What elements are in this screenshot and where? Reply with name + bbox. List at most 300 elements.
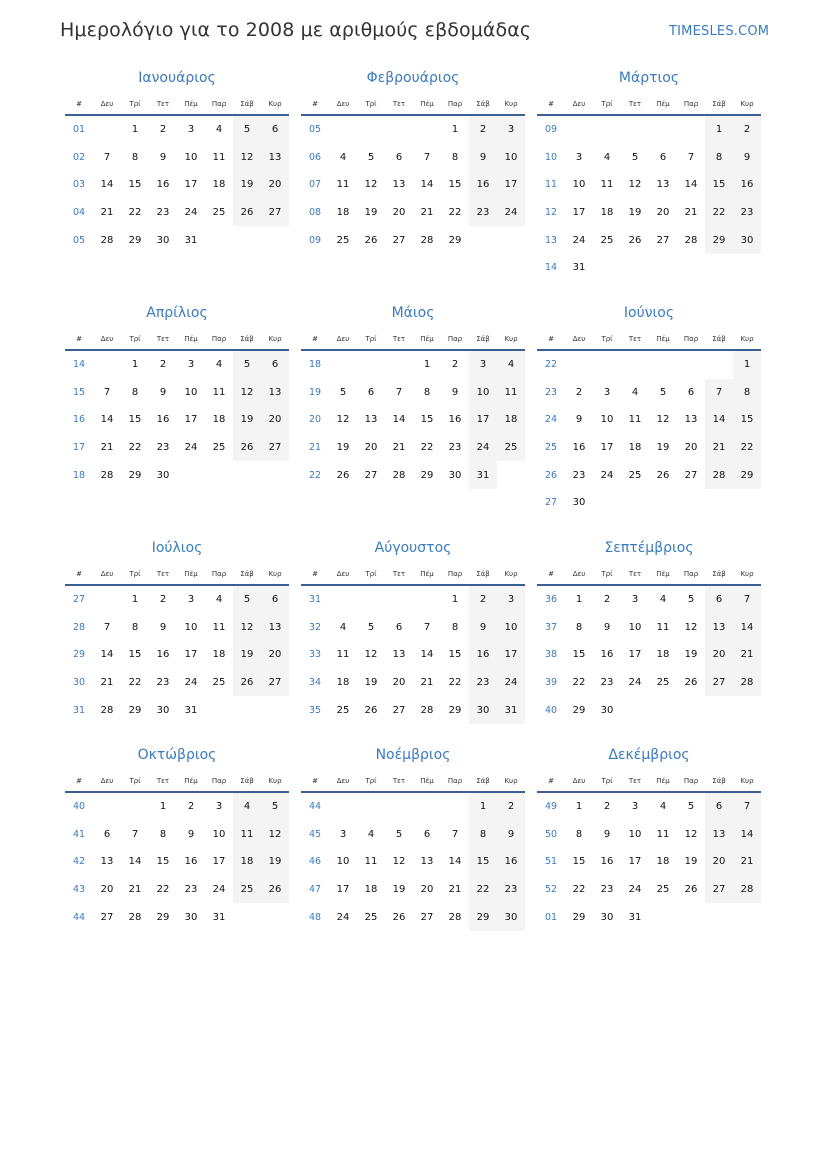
day-cell: 30 <box>572 497 586 509</box>
day-cell: 17 <box>628 856 642 868</box>
day-cell: 5 <box>367 151 375 163</box>
day-cell: 30 <box>448 469 462 481</box>
day-cell: 10 <box>469 379 497 407</box>
day-cell: 17 <box>336 884 350 896</box>
weekday-label: Τρί <box>601 570 613 578</box>
empty-cell <box>649 116 677 144</box>
empty-cell <box>593 489 621 517</box>
day-cell: 14 <box>128 856 142 868</box>
day-cell: 4 <box>497 351 525 379</box>
week-row <box>65 586 289 614</box>
weekday-label: # <box>76 777 82 785</box>
day-cell: 13 <box>364 414 378 426</box>
empty-cell <box>261 696 289 724</box>
day-cell: 3 <box>187 124 195 136</box>
day-cell: 20 <box>261 641 289 669</box>
day-cell: 19 <box>684 856 698 868</box>
day-cell: 31 <box>572 262 586 274</box>
weekday-header <box>537 329 761 351</box>
week-row <box>65 903 289 931</box>
empty-cell <box>565 116 593 144</box>
week-row <box>537 489 761 517</box>
day-cell: 17 <box>184 649 198 661</box>
day-cell: 8 <box>575 828 583 840</box>
day-cell: 6 <box>705 586 733 614</box>
week-row <box>65 199 289 227</box>
day-cell: 23 <box>448 442 462 454</box>
weekday-label: Τετ <box>392 570 406 578</box>
day-cell: 5 <box>687 594 695 606</box>
day-cell: 30 <box>156 469 170 481</box>
day-cell: 26 <box>336 469 350 481</box>
day-cell: 17 <box>184 414 198 426</box>
weekday-label: Σάβ <box>476 335 490 343</box>
day-cell: 2 <box>603 801 611 813</box>
day-cell: 15 <box>128 414 142 426</box>
week-number: 01 <box>72 124 86 136</box>
week-number: 28 <box>72 621 86 633</box>
day-cell: 13 <box>261 379 289 407</box>
week-number: 44 <box>308 801 322 813</box>
empty-cell <box>177 461 205 489</box>
day-cell: 12 <box>364 179 378 191</box>
day-cell: 20 <box>364 442 378 454</box>
day-cell: 22 <box>469 876 497 904</box>
day-cell: 24 <box>212 884 226 896</box>
day-cell: 10 <box>497 614 525 642</box>
week-number: 34 <box>308 677 322 689</box>
day-cell: 24 <box>184 677 198 689</box>
empty-cell <box>705 254 733 282</box>
empty-cell <box>357 351 385 379</box>
day-cell: 24 <box>184 207 198 219</box>
weekday-header <box>65 564 289 586</box>
weekday-label: # <box>312 100 318 108</box>
weekday-label: Τρί <box>365 335 377 343</box>
day-cell: 9 <box>159 621 167 633</box>
week-number: 16 <box>72 414 86 426</box>
week-number: 29 <box>72 649 86 661</box>
week-row <box>301 876 525 904</box>
week-number: 45 <box>308 828 322 840</box>
week-number: 30 <box>72 677 86 689</box>
day-cell: 9 <box>159 151 167 163</box>
week-row <box>65 144 289 172</box>
empty-cell <box>621 116 649 144</box>
week-row <box>537 641 761 669</box>
day-cell: 30 <box>156 704 170 716</box>
weekday-label: Παρ <box>447 335 463 343</box>
weekday-label: Τρί <box>129 570 141 578</box>
day-cell: 24 <box>628 677 642 689</box>
weekday-label: Τρί <box>129 335 141 343</box>
month-name: Αύγουστος <box>374 540 452 556</box>
week-row <box>537 171 761 199</box>
week-number: 37 <box>544 621 558 633</box>
day-cell: 14 <box>100 649 114 661</box>
day-cell: 19 <box>364 677 378 689</box>
weekday-label: Κυρ <box>504 570 518 578</box>
day-cell: 16 <box>733 171 761 199</box>
empty-cell <box>385 351 413 379</box>
day-cell: 20 <box>684 442 698 454</box>
day-cell: 7 <box>733 586 761 614</box>
empty-cell <box>649 254 677 282</box>
day-cell: 23 <box>156 207 170 219</box>
day-cell: 27 <box>656 234 670 246</box>
day-cell: 27 <box>392 704 406 716</box>
month-block <box>65 305 289 489</box>
day-cell: 20 <box>705 848 733 876</box>
day-cell: 16 <box>469 641 497 669</box>
week-number: 25 <box>544 442 558 454</box>
weekday-label: Παρ <box>447 570 463 578</box>
week-row <box>65 226 289 254</box>
weekday-label: Σάβ <box>712 570 726 578</box>
day-cell: 18 <box>364 884 378 896</box>
day-cell: 28 <box>100 234 114 246</box>
day-cell: 5 <box>631 151 639 163</box>
week-row <box>301 351 525 379</box>
week-number: 13 <box>544 234 558 246</box>
week-row <box>537 461 761 489</box>
week-number: 10 <box>544 151 558 163</box>
day-cell: 21 <box>128 884 142 896</box>
week-number: 21 <box>308 442 322 454</box>
day-cell: 22 <box>128 207 142 219</box>
day-cell: 12 <box>628 179 642 191</box>
weekday-label: Κυρ <box>268 777 282 785</box>
day-cell: 3 <box>187 594 195 606</box>
empty-cell <box>497 226 525 254</box>
week-number: 05 <box>308 124 322 136</box>
day-cell: 5 <box>233 351 261 379</box>
weekday-label: # <box>548 570 554 578</box>
week-row <box>301 226 525 254</box>
week-number: 09 <box>308 234 322 246</box>
week-row <box>65 669 289 697</box>
day-cell: 10 <box>336 856 350 868</box>
day-cell: 9 <box>159 386 167 398</box>
day-cell: 21 <box>448 884 462 896</box>
day-cell: 5 <box>233 116 261 144</box>
day-cell: 18 <box>212 649 226 661</box>
week-row <box>301 848 525 876</box>
day-cell: 27 <box>392 234 406 246</box>
weekday-label: # <box>76 335 82 343</box>
day-cell: 11 <box>628 414 642 426</box>
day-cell: 19 <box>233 641 261 669</box>
weekday-label: Τετ <box>628 100 642 108</box>
day-cell: 10 <box>628 828 642 840</box>
day-cell: 23 <box>156 442 170 454</box>
empty-cell <box>233 461 261 489</box>
day-cell: 14 <box>684 179 698 191</box>
day-cell: 11 <box>212 386 226 398</box>
week-row <box>65 116 289 144</box>
day-cell: 26 <box>656 469 670 481</box>
week-number: 08 <box>308 207 322 219</box>
weekday-label: Παρ <box>683 777 699 785</box>
day-cell: 25 <box>600 234 614 246</box>
week-number: 24 <box>544 414 558 426</box>
day-cell: 11 <box>364 856 378 868</box>
day-cell: 26 <box>261 876 289 904</box>
day-cell: 7 <box>687 151 695 163</box>
day-cell: 19 <box>684 649 698 661</box>
day-cell: 5 <box>659 386 667 398</box>
day-cell: 28 <box>392 469 406 481</box>
week-row <box>537 406 761 434</box>
day-cell: 16 <box>156 414 170 426</box>
day-cell: 7 <box>733 793 761 821</box>
day-cell: 28 <box>420 704 434 716</box>
day-cell: 18 <box>212 179 226 191</box>
month-block <box>537 305 761 517</box>
day-cell: 8 <box>451 621 459 633</box>
week-row <box>65 641 289 669</box>
day-cell: 12 <box>233 379 261 407</box>
week-row <box>537 848 761 876</box>
month-block <box>537 70 761 282</box>
day-cell: 23 <box>156 677 170 689</box>
week-row <box>537 696 761 724</box>
day-cell: 21 <box>705 434 733 462</box>
weekday-label: # <box>548 100 554 108</box>
day-cell: 30 <box>156 234 170 246</box>
day-cell: 25 <box>656 884 670 896</box>
day-cell: 11 <box>497 379 525 407</box>
weekday-label: Τετ <box>628 335 642 343</box>
day-cell: 29 <box>469 903 497 931</box>
week-row <box>65 793 289 821</box>
day-cell: 10 <box>212 828 226 840</box>
weekday-label: Πέμ <box>184 570 198 578</box>
day-cell: 25 <box>212 677 226 689</box>
day-cell: 20 <box>392 207 406 219</box>
day-cell: 20 <box>261 406 289 434</box>
week-row <box>301 793 525 821</box>
day-cell: 30 <box>600 704 614 716</box>
empty-cell <box>329 793 357 821</box>
month-name: Ιανουάριος <box>138 70 216 86</box>
week-row <box>65 379 289 407</box>
weekday-label: Πέμ <box>420 335 434 343</box>
week-number: 46 <box>308 856 322 868</box>
weekday-label: # <box>312 777 318 785</box>
month-block <box>301 70 525 254</box>
weekday-label: Παρ <box>211 570 227 578</box>
day-cell: 21 <box>684 207 698 219</box>
empty-cell <box>357 586 385 614</box>
day-cell: 7 <box>451 828 459 840</box>
day-cell: 25 <box>628 469 642 481</box>
day-cell: 9 <box>497 821 525 849</box>
day-cell: 22 <box>128 442 142 454</box>
week-number: 22 <box>308 469 322 481</box>
month-name: Φεβρουάριος <box>366 70 460 86</box>
day-cell: 28 <box>420 234 434 246</box>
day-cell: 21 <box>100 207 114 219</box>
weekday-label: Παρ <box>447 777 463 785</box>
week-row <box>65 351 289 379</box>
day-cell: 1 <box>451 124 459 136</box>
weekday-label: Παρ <box>683 100 699 108</box>
day-cell: 9 <box>469 144 497 172</box>
weekday-header <box>301 329 525 351</box>
month-block <box>301 540 525 724</box>
day-cell: 6 <box>261 586 289 614</box>
day-cell: 29 <box>156 911 170 923</box>
weekday-label: Τετ <box>628 570 642 578</box>
day-cell: 11 <box>656 828 670 840</box>
day-cell: 20 <box>392 677 406 689</box>
empty-cell <box>357 793 385 821</box>
week-number: 11 <box>544 179 558 191</box>
weekday-label: Πέμ <box>656 100 670 108</box>
weekday-label: Δευ <box>336 335 350 343</box>
weekday-header <box>301 94 525 116</box>
day-cell: 6 <box>367 386 375 398</box>
day-cell: 25 <box>233 876 261 904</box>
day-cell: 29 <box>448 704 462 716</box>
day-cell: 2 <box>469 116 497 144</box>
day-cell: 19 <box>392 884 406 896</box>
day-cell: 8 <box>131 621 139 633</box>
day-cell: 14 <box>100 179 114 191</box>
day-cell: 6 <box>103 828 111 840</box>
weekday-label: Σάβ <box>712 777 726 785</box>
day-cell: 19 <box>364 207 378 219</box>
day-cell: 5 <box>261 793 289 821</box>
day-cell: 18 <box>336 677 350 689</box>
weekday-label: # <box>312 570 318 578</box>
day-cell: 8 <box>423 386 431 398</box>
day-cell: 15 <box>128 179 142 191</box>
empty-cell <box>621 254 649 282</box>
weekday-label: Σάβ <box>240 777 254 785</box>
day-cell: 21 <box>420 207 434 219</box>
day-cell: 3 <box>469 351 497 379</box>
weekday-label: Δευ <box>336 777 350 785</box>
week-number: 09 <box>544 124 558 136</box>
day-cell: 6 <box>395 151 403 163</box>
month-name: Νοέμβριος <box>375 747 451 763</box>
day-cell: 29 <box>128 704 142 716</box>
week-row <box>301 434 525 462</box>
week-number: 06 <box>308 151 322 163</box>
day-cell: 26 <box>392 911 406 923</box>
week-row <box>537 793 761 821</box>
day-cell: 31 <box>184 234 198 246</box>
week-number: 05 <box>72 234 86 246</box>
weekday-label: Τρί <box>601 335 613 343</box>
day-cell: 13 <box>261 144 289 172</box>
weekday-label: Σάβ <box>476 570 490 578</box>
day-cell: 10 <box>184 386 198 398</box>
week-row <box>301 406 525 434</box>
month-block <box>65 70 289 254</box>
weekday-label: Δευ <box>100 100 114 108</box>
day-cell: 2 <box>451 359 459 371</box>
week-row <box>537 669 761 697</box>
weekday-label: Πέμ <box>184 335 198 343</box>
week-number: 12 <box>544 207 558 219</box>
weekday-label: Τρί <box>365 777 377 785</box>
day-cell: 1 <box>469 793 497 821</box>
day-cell: 9 <box>451 386 459 398</box>
day-cell: 29 <box>572 704 586 716</box>
day-cell: 14 <box>392 414 406 426</box>
empty-cell <box>261 226 289 254</box>
day-cell: 1 <box>705 116 733 144</box>
day-cell: 29 <box>572 911 586 923</box>
week-number: 42 <box>72 856 86 868</box>
day-cell: 31 <box>469 461 497 489</box>
day-cell: 25 <box>656 677 670 689</box>
weekday-header <box>65 329 289 351</box>
empty-cell <box>205 696 233 724</box>
empty-cell <box>565 351 593 379</box>
week-row <box>537 351 761 379</box>
day-cell: 6 <box>659 151 667 163</box>
day-cell: 9 <box>603 828 611 840</box>
day-cell: 7 <box>423 151 431 163</box>
day-cell: 28 <box>100 704 114 716</box>
day-cell: 25 <box>497 434 525 462</box>
day-cell: 15 <box>733 406 761 434</box>
day-cell: 15 <box>705 171 733 199</box>
day-cell: 10 <box>572 179 586 191</box>
day-cell: 12 <box>364 649 378 661</box>
week-row <box>65 406 289 434</box>
day-cell: 23 <box>600 884 614 896</box>
day-cell: 6 <box>705 793 733 821</box>
day-cell: 11 <box>600 179 614 191</box>
day-cell: 2 <box>497 793 525 821</box>
day-cell: 4 <box>215 124 223 136</box>
week-number: 51 <box>544 856 558 868</box>
weekday-label: Πέμ <box>420 570 434 578</box>
week-number: 43 <box>72 884 86 896</box>
day-cell: 21 <box>100 677 114 689</box>
day-cell: 22 <box>705 199 733 227</box>
day-cell: 22 <box>420 442 434 454</box>
week-number: 18 <box>308 359 322 371</box>
empty-cell <box>621 351 649 379</box>
day-cell: 2 <box>733 116 761 144</box>
week-row <box>301 171 525 199</box>
day-cell: 3 <box>497 586 525 614</box>
day-cell: 28 <box>733 669 761 697</box>
weekday-label: Δευ <box>336 570 350 578</box>
weekday-label: Τετ <box>628 777 642 785</box>
day-cell: 27 <box>364 469 378 481</box>
day-cell: 1 <box>159 801 167 813</box>
weekday-label: Τετ <box>156 777 170 785</box>
week-row <box>301 641 525 669</box>
month-block <box>65 747 289 931</box>
day-cell: 29 <box>448 234 462 246</box>
day-cell: 14 <box>448 856 462 868</box>
empty-cell <box>357 116 385 144</box>
brand-link[interactable]: TIMESLES.COM <box>669 24 770 39</box>
day-cell: 17 <box>212 856 226 868</box>
week-row <box>301 586 525 614</box>
weekday-label: Κυρ <box>740 570 754 578</box>
week-row <box>537 144 761 172</box>
day-cell: 8 <box>159 828 167 840</box>
